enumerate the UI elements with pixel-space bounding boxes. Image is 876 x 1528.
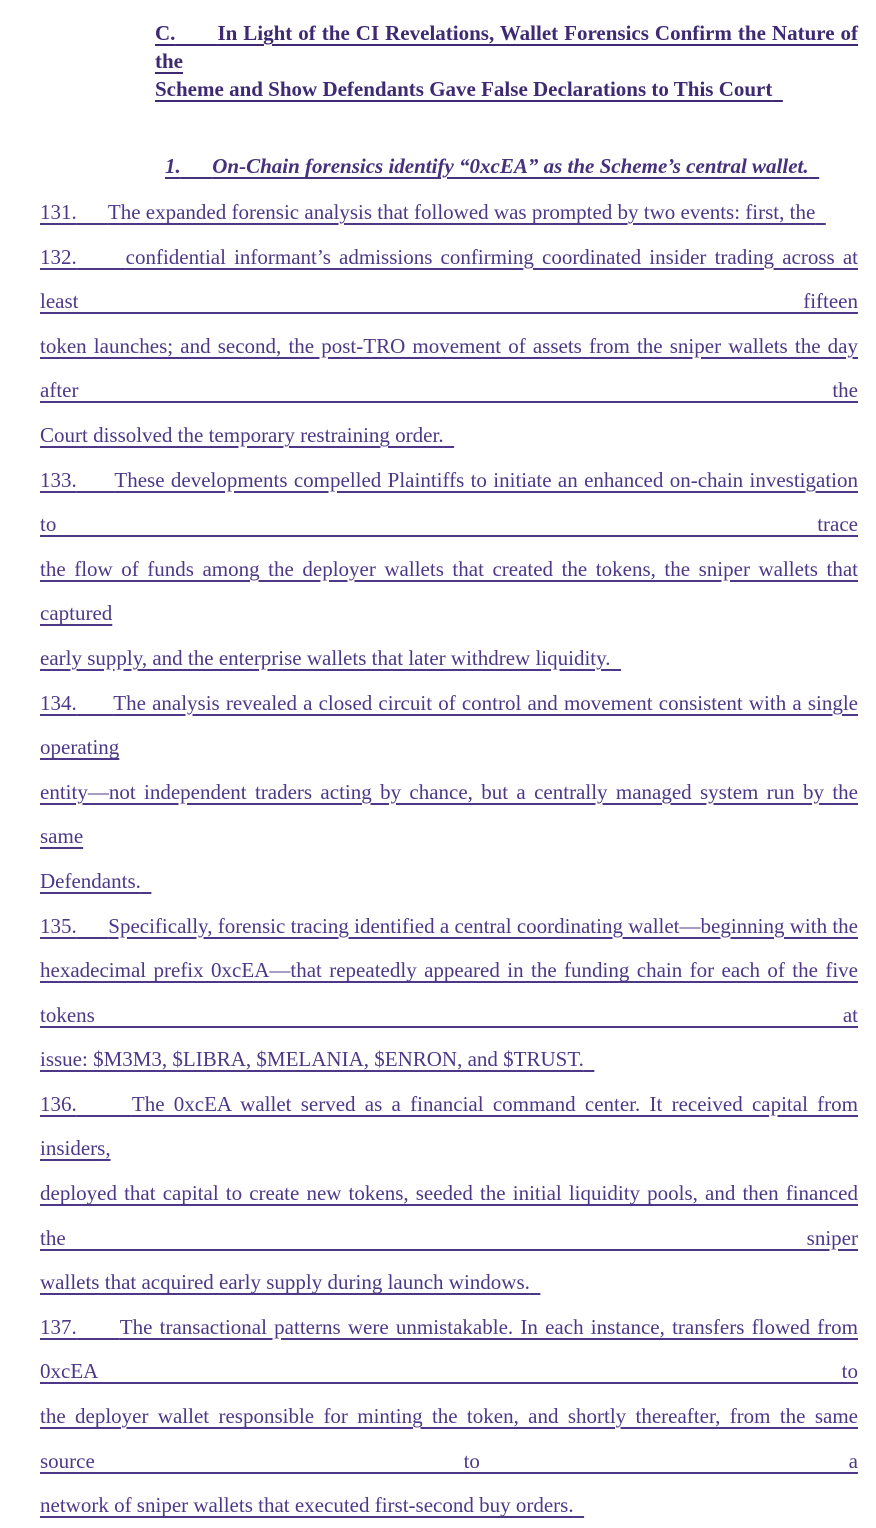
- paragraph-text: issue: $M3M3, $LIBRA, $MELANIA, $ENRON, and $TRUST.: [40, 1047, 584, 1072]
- subsection-heading-text: On-Chain forensics identify “0xcEA” as the Scheme’s central wallet.: [212, 154, 809, 178]
- paragraph-line: [40, 235, 858, 324]
- subsection-heading: [165, 152, 858, 180]
- tab-space: [77, 914, 109, 938]
- paragraph-text: wallets that acquired early supply during launch windows.: [40, 1270, 530, 1295]
- tab-space: [77, 468, 115, 492]
- paragraph-line: [40, 458, 858, 547]
- paragraph-text: The 0xcEA wallet served as a financial command center. It received capital from insiders,: [40, 1091, 858, 1161]
- paragraph-line: [40, 681, 858, 770]
- paragraph-number: 136.: [40, 1091, 77, 1116]
- section-heading-line: [155, 19, 858, 75]
- paragraph-number: 134.: [40, 690, 77, 715]
- paragraph-line: [40, 1037, 858, 1082]
- paragraph-text: The transactional patterns were unmistakable. In each instance, transfers flowed from 0xcEA to: [40, 1314, 858, 1384]
- paragraph-number: 131.: [40, 200, 77, 224]
- paragraph-text: Court dissolved the temporary restraining order.: [40, 422, 444, 447]
- paragraph-text: the flow of funds among the deployer wallets that created the tokens, the sniper wallets that captured: [40, 556, 858, 626]
- paragraph-line: [40, 859, 858, 904]
- section-heading-label: C.: [155, 21, 176, 45]
- tab-space: [77, 200, 108, 224]
- section-heading: [155, 19, 858, 103]
- paragraph-number: 133.: [40, 467, 77, 492]
- paragraph-text: deployed that capital to create new tokens, seeded the initial liquidity pools, and then financed the sniper: [40, 1181, 858, 1250]
- paragraph-text: The expanded forensic analysis that followed was prompted by two events: first, the: [107, 200, 816, 224]
- paragraph-line: [40, 1260, 858, 1305]
- paragraph-line: [40, 1082, 858, 1171]
- paragraph-text: entity—not independent traders acting by chance, but a centrally managed system run by the same: [40, 779, 858, 849]
- paragraph-text: These developments compelled Plaintiffs to initiate an enhanced on-chain investigation to trace: [40, 467, 858, 537]
- tab-space: [175, 21, 217, 45]
- section-heading-line: [155, 75, 858, 103]
- paragraph-line: [40, 1171, 858, 1260]
- tab-space: [77, 1092, 132, 1116]
- paragraph-text: network of sniper wallets that executed first-second buy orders.: [40, 1493, 574, 1518]
- paragraph-text: hexadecimal prefix 0xcEA—that repeatedly appeared in the funding chain for each of the five tokens at: [40, 958, 858, 1027]
- paragraph-line: [40, 904, 858, 949]
- paragraph-line: [40, 770, 858, 859]
- paragraph-line: [40, 190, 858, 235]
- subsection-heading-label: 1.: [165, 154, 181, 178]
- tab-space: [77, 245, 126, 269]
- paragraph-line: [40, 1394, 858, 1483]
- paragraph-text: Defendants.: [40, 868, 141, 893]
- paragraph-text: the deployer wallet responsible for minting the token, and shortly thereafter, from the same source to a: [40, 1404, 858, 1473]
- tab-space: [77, 691, 114, 715]
- paragraph-text: token launches; and second, the post-TRO movement of assets from the sniper wallets the day after the: [40, 333, 858, 403]
- paragraph-line: [40, 1305, 858, 1394]
- paragraph-number: 132.: [40, 244, 77, 269]
- paragraph-text: early supply, and the enterprise wallets that later withdrew liquidity.: [40, 645, 611, 670]
- paragraph-text: The analysis revealed a closed circuit of control and movement consistent with a single operating: [40, 690, 858, 760]
- paragraph-list: [40, 190, 858, 1528]
- section-heading-text: In Light of the CI Revelations, Wallet Forensics Confirm the Nature of the: [155, 21, 859, 73]
- paragraph-line: [40, 636, 858, 681]
- paragraph-line: [40, 547, 858, 636]
- tab-space: [181, 154, 213, 178]
- paragraph-number: 137.: [40, 1314, 77, 1339]
- paragraph-line: [40, 324, 858, 413]
- paragraph-line: [40, 948, 858, 1037]
- paragraph-text: Specifically, forensic tracing identified a central coordinating wallet—beginning with the: [108, 913, 858, 938]
- paragraph-text: confidential informant’s admissions confirming coordinated insider trading across at least fifteen: [40, 244, 858, 314]
- paragraph-number: 135.: [40, 913, 77, 938]
- paragraph-line: [40, 413, 858, 458]
- section-heading-text: Scheme and Show Defendants Gave False Declarations to This Court: [155, 77, 773, 101]
- tab-space: [77, 1315, 120, 1339]
- document-content: [40, 0, 858, 1528]
- paragraph-line: [40, 1483, 858, 1528]
- subsection-heading-line: [165, 152, 858, 180]
